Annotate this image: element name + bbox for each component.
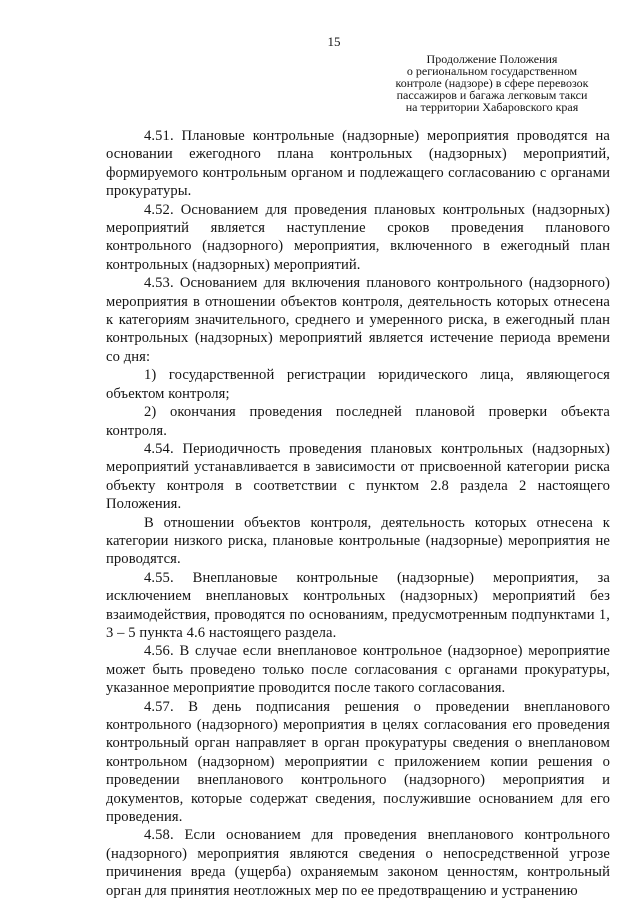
paragraph-4-54: 4.54. Периодичность проведения плановых контрольных (надзорных) мероприятий устанавливается в зависимости от присвоенной категории риска объекту контроля в соответствии с пунктом 2.8 раздела 2 настоящего Положения. bbox=[106, 440, 610, 513]
body-text bbox=[106, 127, 610, 900]
list-item-2: 2) окончания проведения последней плановой проверки объекта контроля. bbox=[106, 404, 610, 439]
paragraph-4-58: 4.58. Если основанием для проведения внепланового контрольного (надзорного) мероприятия являются сведения о непосредственной угрозе причинения вреда (ущерба) охраняемым законом ценностям, контрольный орган для принятия неотложных мер по ее предотвращению и устранению bbox=[106, 827, 610, 899]
header-line: контроле (надзоре) в сфере перевозок bbox=[395, 76, 589, 90]
header-line: пассажиров и багажа легковым такси bbox=[396, 88, 588, 102]
paragraph-4-53: 4.53. Основанием для включения планового контрольного (надзорного) мероприятия в отношении объектов контроля, деятельность которых отнесена к категориям значительного, среднего и умеренного риска, в ежегодный план контрольных (надзорных) мероприятий является истечение периода времени со дня: bbox=[106, 275, 610, 365]
paragraph-4-56: 4.56. В случае если внеплановое контрольное (надзорное) мероприятие может быть проведено только после согласования с органами прокуратуры, указанное мероприятие проводится после такого согласования. bbox=[106, 643, 610, 697]
list-item-1: 1) государственной регистрации юридического лица, являющегося объектом контроля; bbox=[106, 367, 610, 402]
paragraph-low-risk: В отношении объектов контроля, деятельность которых отнесена к категории низкого риска, плановые контрольные (надзорные) мероприятия не проводятся. bbox=[106, 514, 610, 568]
header-line: Продолжение Положения bbox=[426, 52, 558, 66]
header-line: на территории Хабаровского края bbox=[405, 100, 579, 114]
paragraph-4-52: 4.52. Основанием для проведения плановых контрольных (надзорных) мероприятий является наступление сроков проведения планового контрольного (надзорного) мероприятия, включенного в ежегодный план контрольных (надзорных) мероприятий. bbox=[106, 201, 610, 273]
paragraph-4-51: 4.51. Плановые контрольные (надзорные) мероприятия проводятся на основании ежегодного плана контрольных (надзорных) мероприятий, формируемого контрольным органом и подлежащего согласованию с органами прокуратуры. bbox=[106, 128, 610, 200]
paragraph-4-55: 4.55. Внеплановые контрольные (надзорные) мероприятия, за исключением внеплановых контрольных (надзорных) мероприятий без взаимодействия, проводятся по основаниям, предусмотренным подпунктами 1, 3 – 5 пункта 4.6 настоящего раздела. bbox=[106, 569, 610, 641]
header-line: о региональном государственном bbox=[406, 64, 578, 78]
running-header bbox=[372, 53, 612, 113]
paragraph-4-57: 4.57. В день подписания решения о проведении внепланового контрольного (надзорного) мероприятия в целях согласования его проведения контрольный орган направляет в орган прокуратуры сведения о внеплановом контрольном (надзорном) мероприятии с приложением копии решения о проведении внепланового контрольного (надзорного) мероприятия и документов, которые содержат сведения, послужившие основанием для его проведения. bbox=[106, 698, 610, 826]
page-number: 15 bbox=[327, 34, 341, 49]
